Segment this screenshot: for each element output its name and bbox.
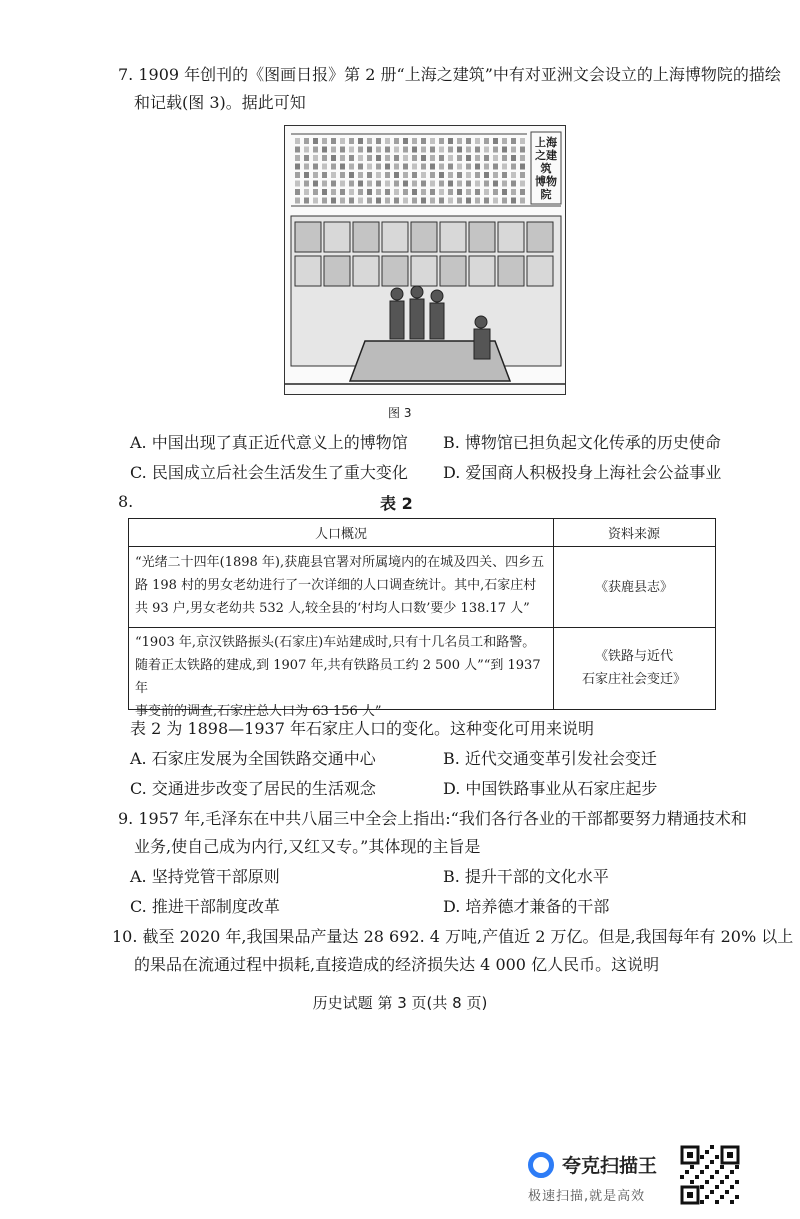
museum-illustration-drawing [285, 126, 566, 395]
museum-illustration [284, 125, 566, 395]
table-row-1-line-3: 共 93 户,男女老幼共 532 人,较全县的‘村均人口数’要少 138.17 人” [135, 601, 530, 616]
q8-stem: 表 2 为 1898—1937 年石家庄人口的变化。这种变化可用来说明 [130, 719, 594, 738]
q7-option-a[interactable]: A. 中国出现了真正近代意义上的博物馆 [130, 433, 408, 452]
q10-stem-line1: 10. 截至 2020 年,我国果品产量达 28 692. 4 万吨,产值近 2 万亿。但是,我国每年有 20% 以上 [112, 927, 794, 946]
q8-option-a[interactable]: A. 石家庄发展为全国铁路交通中心 [130, 749, 376, 768]
table-row-2-line-1: “1903 年,京汉铁路振头(石家庄)车站建成时,只有十几名员工和路警。 [135, 635, 536, 650]
q9-stem-line1: 9. 1957 年,毛泽东在中共八届三中全会上指出:“我们各行各业的干部都要努力精通技术和 [118, 809, 747, 828]
q8-option-d[interactable]: D. 中国铁路事业从石家庄起步 [443, 779, 658, 798]
table-row-2-line-2: 随着正太铁路的建成,到 1907 年,共有铁路员工约 2 500 人”“到 1937 年 [135, 658, 541, 696]
q9-option-c[interactable]: C. 推进干部制度改革 [130, 897, 280, 916]
table-row-2-source [553, 627, 715, 709]
q10-stem-line2: 的果品在流通过程中损耗,直接造成的经济损失达 4 000 亿人民币。这说明 [134, 955, 660, 974]
scanner-app-name: 夸克扫描王 [562, 1155, 658, 1177]
table-row-1-line-1: “光绪二十四年(1898 年),获鹿县官署对所属境内的在城及四关、四乡五 [135, 555, 545, 570]
q7-option-d[interactable]: D. 爱国商人积极投身上海社会公益事业 [443, 463, 722, 482]
population-table [128, 518, 716, 719]
figure-caption: 图 3 [388, 406, 412, 420]
scanner-logo-icon [528, 1152, 554, 1178]
q8-number: 8. [118, 492, 134, 511]
page-footer: 历史试题 第 3 页(共 8 页) [312, 994, 488, 1012]
table-row-2-content [129, 627, 553, 727]
q7-stem-line2: 和记载(图 3)。据此可知 [134, 93, 306, 112]
q9-option-d[interactable]: D. 培养德才兼备的干部 [443, 897, 610, 916]
q7-stem-line1: 7. 1909 年创刊的《图画日报》第 2 册“上海之建筑”中有对亚洲文会设立的上海博物院的描绘 [118, 65, 781, 84]
q7-option-c[interactable]: C. 民国成立后社会生活发生了重大变化 [130, 463, 408, 482]
q7-option-b[interactable]: B. 博物馆已担负起文化传承的历史使命 [443, 433, 721, 452]
table-header-population: 人口概况 [129, 519, 553, 547]
table-row-1-line-2: 路 198 村的男女老幼进行了一次详细的人口调查统计。其中,石家庄村 [135, 578, 537, 593]
q9-option-a[interactable]: A. 坚持党管干部原则 [130, 867, 280, 886]
table-row-2-source-line-2: 石家庄社会变迁》 [581, 672, 686, 687]
q8-option-c[interactable]: C. 交通进步改变了居民的生活观念 [130, 779, 376, 798]
table-row-2-source-line-1: 《铁路与近代 [594, 649, 673, 664]
q9-option-b[interactable]: B. 提升干部的文化水平 [443, 867, 609, 886]
table-title: 表 2 [380, 494, 413, 513]
figure-heading: 上海之建筑 博物院 [535, 136, 557, 201]
scanner-tagline: 极速扫描,就是高效 [528, 1189, 646, 1204]
table-row-1-content [129, 547, 553, 624]
table-header-source: 资料来源 [553, 519, 715, 547]
table-row-2-line-3: 事变前的调查,石家庄总人口为 63 156 人” [135, 704, 382, 719]
table-row-1-source-line-1: 《获鹿县志》 [594, 579, 673, 595]
table-row-1-source [553, 547, 715, 627]
qr-code-icon [680, 1145, 740, 1205]
q9-stem-line2: 业务,使自己成为内行,又红又专。”其体现的主旨是 [134, 837, 481, 856]
scanner-watermark [528, 1148, 678, 1208]
q8-option-b[interactable]: B. 近代交通变革引发社会变迁 [443, 749, 657, 768]
